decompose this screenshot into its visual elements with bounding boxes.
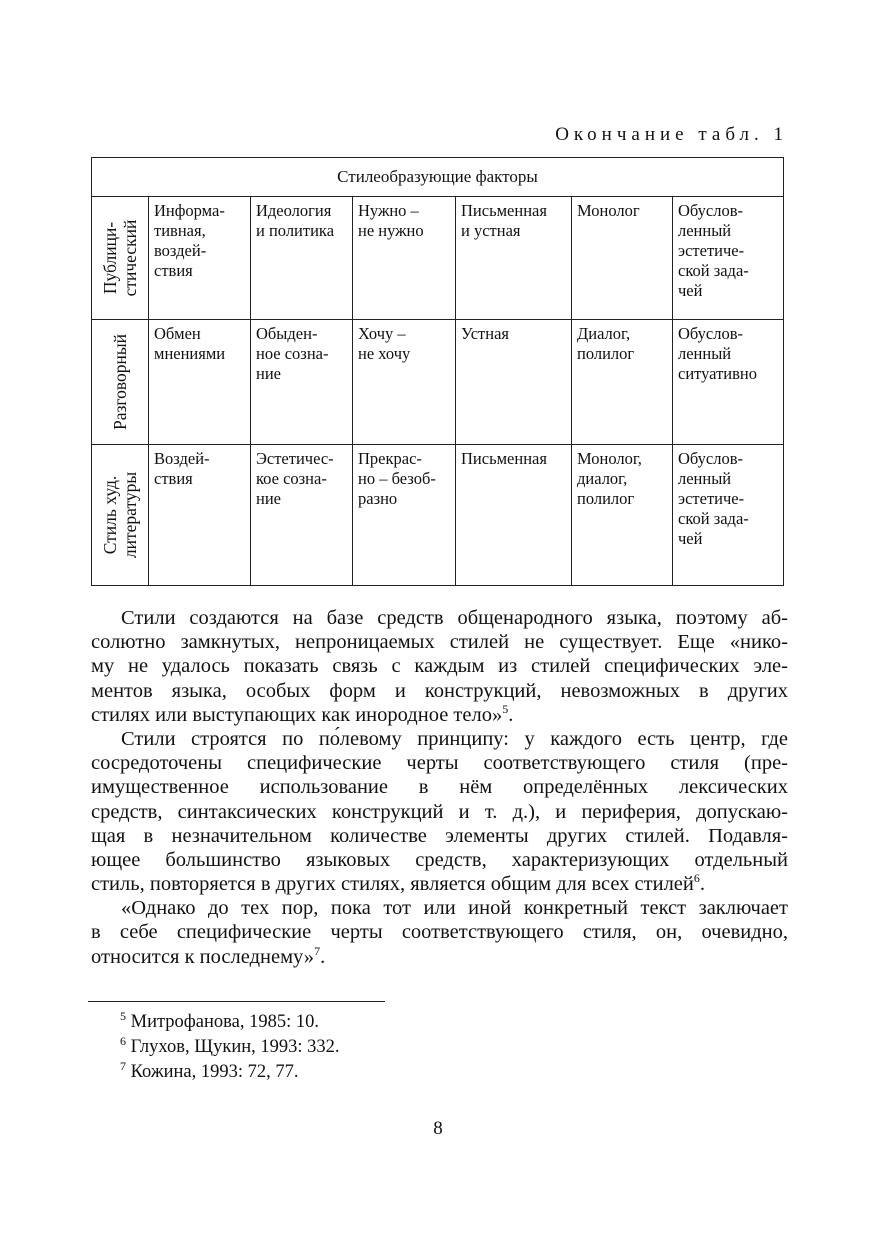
text-line: в себе специфические черты соответствующего стиля, он, очевидно, bbox=[91, 921, 788, 944]
table-cell: Обуслов- ленный ситуативно bbox=[673, 320, 784, 445]
text-line: относится к последнему»$^7$. bbox=[91, 943, 326, 968]
row-style-text bbox=[100, 472, 140, 558]
text-line: имущественное использование в нём определённых лексических bbox=[91, 776, 788, 799]
text-line: солютно замкнутых, непроницаемых стилей не существует. Еще «нико- bbox=[91, 631, 788, 654]
table-cell: Прекрас- но – безоб- разно bbox=[353, 445, 456, 586]
text-line: стилях или выступающих как инородное тело»$^5$. bbox=[91, 701, 514, 726]
text-line: щая в незначительном количестве элементы других стилей. Подавля- bbox=[91, 824, 788, 847]
footnote-number: 5 bbox=[120, 1008, 126, 1023]
footnote-ref: 7 bbox=[314, 943, 321, 958]
row-style-text bbox=[100, 220, 140, 297]
body-text bbox=[91, 606, 788, 969]
footnote-rule bbox=[88, 1001, 385, 1002]
footnote: $^5$ Митрофанова, 1985: 10. bbox=[120, 1008, 319, 1032]
table-cell: Монолог bbox=[572, 197, 673, 320]
table-cell: Обыден- ное созна- ние bbox=[251, 320, 353, 445]
table-cell: Эстетичес- кое созна- ние bbox=[251, 445, 353, 586]
row-style-label bbox=[92, 445, 149, 586]
page-number: 8 bbox=[433, 1118, 443, 1139]
table-cell: Обмен мнениями bbox=[149, 320, 251, 445]
row-style-line: Публици- bbox=[100, 221, 120, 295]
table-cell: Письменная bbox=[456, 445, 572, 586]
text-line: сосредоточены специфические черты соответствующего стиля (пре- bbox=[91, 752, 788, 775]
table-row bbox=[92, 320, 784, 445]
text-line: му не удалось показать связь с каждым из стилей специфических эле- bbox=[91, 655, 788, 678]
text-line: Стили строятся по по́левому принципу: у каждого есть центр, где bbox=[121, 727, 788, 750]
text-line: средств, синтаксических конструкций и т. д.), и периферия, допускаю- bbox=[91, 800, 788, 823]
footnote-number: 6 bbox=[120, 1033, 126, 1048]
footnote-ref: 6 bbox=[693, 871, 700, 886]
row-style-line: стический bbox=[120, 219, 140, 297]
table-caption: Окончание табл. 1 bbox=[555, 124, 788, 145]
footnote-number: 7 bbox=[120, 1058, 126, 1073]
table-cell: Монолог, диалог, полилог bbox=[572, 445, 673, 586]
row-style-line: Стиль худ. bbox=[100, 475, 120, 555]
footnote: $^7$ Кожина, 1993: 72, 77. bbox=[120, 1058, 299, 1082]
table-cell: Письменная и устная bbox=[456, 197, 572, 320]
text-line: стиль, повторяется в других стилях, является общим для всех стилей$^6$. bbox=[91, 871, 706, 896]
row-style-text bbox=[110, 334, 130, 430]
table-cell: Хочу – не хочу bbox=[353, 320, 456, 445]
table-cell: Устная bbox=[456, 320, 572, 445]
table-cell: Обуслов- ленный эстетиче- ской зада- чей bbox=[673, 445, 784, 586]
text-line: «Однако до тех пор, пока тот или иной конкретный текст заключает bbox=[121, 897, 788, 920]
text-line: ющее большинство языковых средств, характеризующих отдельный bbox=[91, 848, 788, 871]
text-line: Стили создаются на базе средств общенародного языка, поэтому аб- bbox=[121, 607, 788, 629]
footnote: $^6$ Глухов, Щукин, 1993: 332. bbox=[120, 1033, 340, 1057]
row-style-line: Разговорный bbox=[110, 333, 130, 431]
paragraph bbox=[91, 727, 788, 896]
table-row bbox=[92, 445, 784, 586]
table-header: Стилеобразующие факторы bbox=[92, 158, 784, 197]
footnote-ref: 5 bbox=[502, 701, 509, 716]
row-style-line: литературы bbox=[120, 471, 140, 559]
row-style-label bbox=[92, 320, 149, 445]
table-cell: Нужно – не нужно bbox=[353, 197, 456, 320]
table-row bbox=[92, 197, 784, 320]
table-cell: Идеология и политика bbox=[251, 197, 353, 320]
paragraph bbox=[91, 896, 788, 969]
table-header-row bbox=[92, 158, 784, 197]
text-line: ментов языка, особых форм и конструкций, невозможных в других bbox=[91, 679, 788, 702]
table-cell: Информа- тивная, воздей- ствия bbox=[149, 197, 251, 320]
table-cell: Обуслов- ленный эстетиче- ской зада- чей bbox=[673, 197, 784, 320]
paragraph bbox=[91, 606, 788, 727]
row-style-label bbox=[92, 197, 149, 320]
table-cell: Диалог, полилог bbox=[572, 320, 673, 445]
table-cell: Воздей- ствия bbox=[149, 445, 251, 586]
style-factors-table bbox=[91, 157, 784, 586]
